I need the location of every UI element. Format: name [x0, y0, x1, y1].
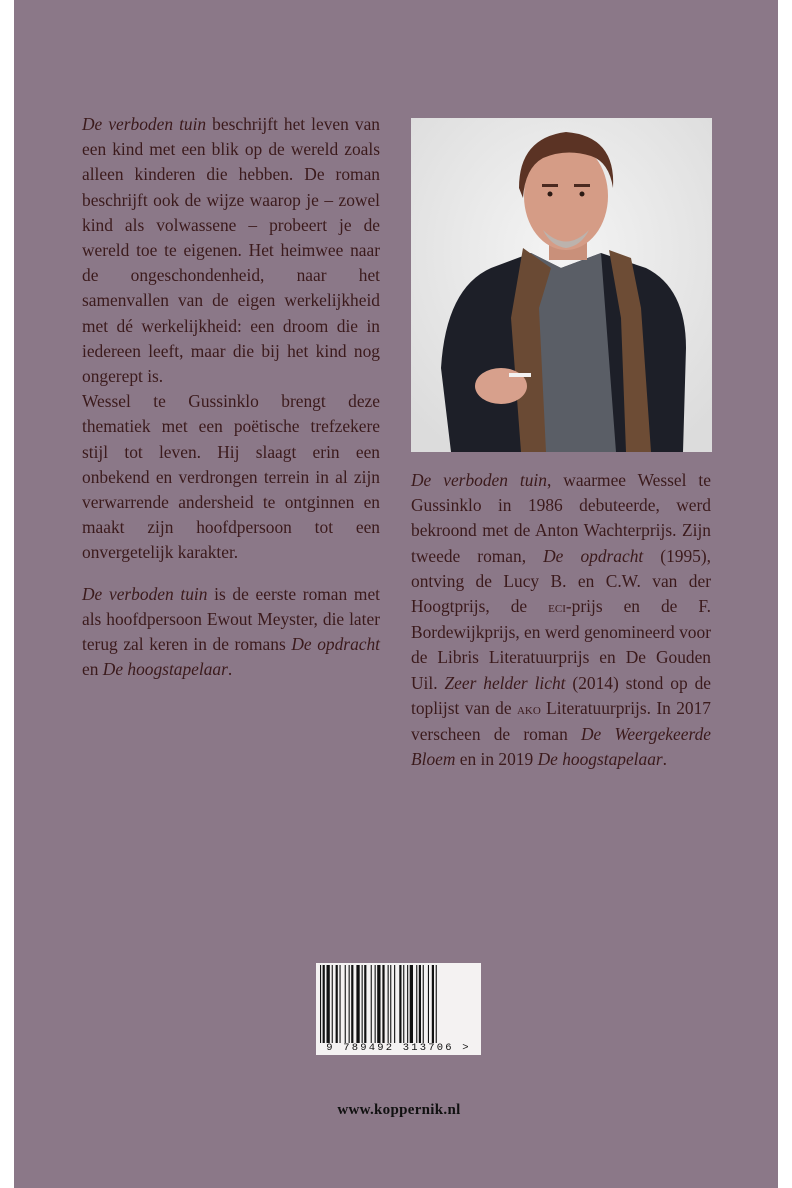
book-title: De hoogstapelaar [537, 749, 663, 770]
author-photo [411, 118, 712, 452]
barcode-bar [399, 965, 401, 1043]
bio-text: (2014) stond op de toplijst van de [411, 672, 711, 718]
author-portrait-image [411, 118, 712, 452]
barcode-bar [332, 965, 333, 1043]
book-title: De hoogstapelaar [102, 659, 228, 680]
bio-text: -prijs en de F. Bordewijkprijs, en werd genomineerd voor de Libris Literatuurprijs en De Gouden Uil. [411, 596, 711, 693]
barcode-bar [375, 965, 376, 1043]
barcode-bar [394, 965, 395, 1043]
barcode-bar [423, 965, 424, 1043]
author-bio-column [411, 468, 711, 772]
barcode-bar [327, 965, 330, 1043]
bio-text: , waarmee Wessel te Gussinklo in 1986 debuteerde, werd bekroond met de Anton Wachterprijs. Zijn tweede roman, [411, 470, 711, 566]
barcode-bar [349, 965, 350, 1043]
author-bio [411, 468, 711, 772]
book-title: De opdracht [291, 634, 381, 655]
prize-abbrev: ako [516, 700, 541, 718]
barcode-bar [410, 965, 413, 1043]
blurb-text: Wessel te Gussinklo brengt deze thematiek met een poëtische trefzekere stijl tot leven. Hij slaagt erin een onbekend en verdrongen terrein in al zijn verwarrende andersheid te ontginnen en maakt zijn hoofdpersoon tot een onvergetelijk karakter. [82, 391, 380, 563]
barcode-bar [403, 965, 404, 1043]
book-title: De verboden tuin [411, 470, 547, 490]
barcode-bar [351, 965, 353, 1043]
bio-text: . [662, 749, 668, 770]
blurb-text: . [227, 659, 233, 680]
blurb-paragraph [82, 582, 380, 683]
barcode-bar [336, 965, 338, 1043]
barcode-bar [436, 965, 437, 1043]
prize-abbrev: eci [548, 599, 566, 617]
barcode-bar [428, 965, 429, 1043]
bio-text: en in 2019 [455, 749, 538, 770]
book-title: De opdracht [543, 545, 644, 566]
barcode-bar [371, 965, 372, 1043]
blurb-paragraph [82, 112, 380, 389]
barcode-bar [407, 965, 408, 1043]
barcode-bar [323, 965, 325, 1043]
publisher-url: www.koppernik.nl [337, 1102, 461, 1118]
barcode-bar [345, 965, 346, 1043]
isbn-barcode [316, 963, 481, 1055]
book-title: Zeer helder licht [444, 672, 566, 693]
barcode-bar [419, 965, 421, 1043]
barcode-bar [340, 965, 341, 1043]
blurb-text: is de eerste roman met als hoofdpersoon Ewout Meyster, die later terug zal keren in de romans [82, 583, 380, 655]
barcode-bar [416, 965, 417, 1043]
book-title: De verboden tuin [82, 114, 207, 134]
book-title: De verboden tuin [82, 583, 208, 604]
barcode-bars [320, 965, 476, 1043]
bio-text: Literatuurprijs. In 2017 verscheen de roman [411, 697, 711, 745]
barcode-bar [388, 965, 389, 1043]
barcode-bar [432, 965, 434, 1043]
barcode-bar [364, 965, 366, 1043]
blurb-text: en [82, 659, 103, 680]
bio-text: (1995), ontving de Lucy B. en C.W. van der Hoogtprijs, de [411, 545, 712, 617]
barcode-bar [320, 965, 321, 1043]
blurb-column [82, 112, 380, 682]
barcode-bar [382, 965, 384, 1043]
barcode-bar [377, 965, 380, 1043]
barcode-bar [362, 965, 363, 1043]
isbn-digits: 9 789492 313706 > [326, 1042, 471, 1054]
book-title: De Weergekeerde Bloem [411, 724, 712, 770]
barcode-bar [356, 965, 359, 1043]
blurb-text: beschrijft het leven van een kind met een blik op de wereld zoals alleen kinderen die hebben. De roman beschrijft ook de wijze waarop je – zowel kind als volwassene – probeert je de wereld toe te eigenen. Het heimwee naar de ongeschondenheid, naar het samenvallen van de eigen werkelijkheid met dé werkelijkheid: een droom die in iedereen leeft, maar die bij het kind nog ongerept is. [82, 114, 380, 387]
blurb-paragraph [82, 389, 380, 565]
barcode-bar [390, 965, 391, 1043]
